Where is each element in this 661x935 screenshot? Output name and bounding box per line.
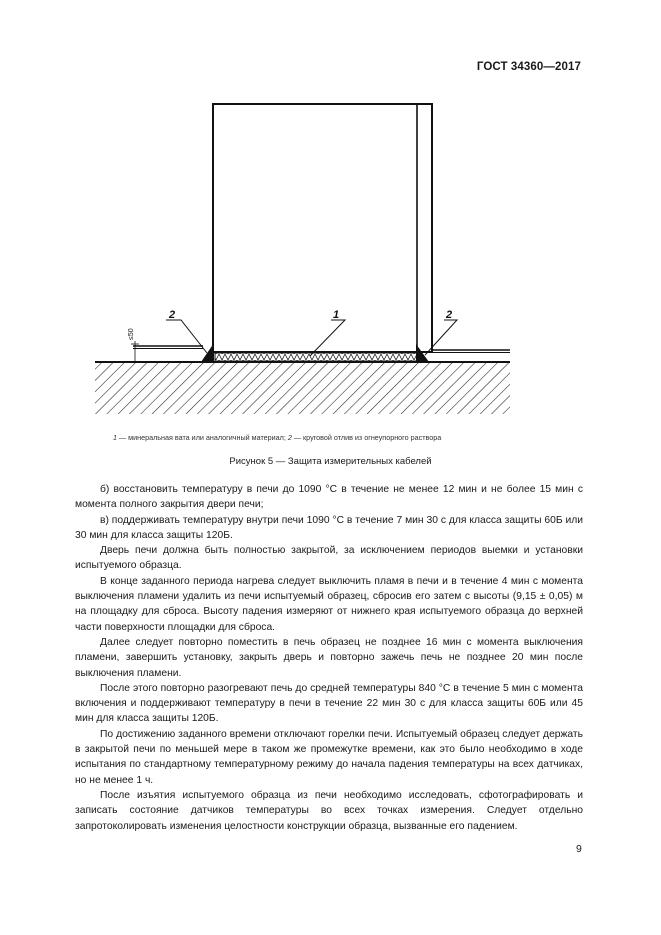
document-code: ГОСТ 34360—2017 <box>476 61 581 73</box>
paragraph: После изъятия испытуемого образца из печи необходимо исследовать, сфотографировать и записать состояние датчиков температуры во всех точках измерения. Следует отдельно запротоколировать изменения целостности конструкции образца, вызванные его падением. <box>75 789 583 832</box>
legend-number-1: 1 <box>113 433 117 442</box>
dimension-label: ≤50 <box>128 328 135 340</box>
legend-text-2: — круговой отлив из огнеупорного раствора <box>291 433 442 442</box>
paragraph: б) восстановить температуру в печи до 1090 °С в течение не менее 12 мин и не более 15 мин с момента полного закрытия двери печи; <box>75 484 583 511</box>
legend-text-1: — минеральная вата или аналогичный материал; <box>117 433 288 442</box>
callout-2-right: 2 <box>446 309 453 321</box>
paragraph: Дверь печи должна быть полностью закрытой, за исключением периодов выемки и установки испытуемого образца. <box>75 545 583 572</box>
legend-number-2: 2 <box>287 433 292 442</box>
paragraph: После этого повторно разогревают печь до средней температуры 840 °С в течение 5 мин с момента включения и поддерживают температуру в печи в течение 22 мин 30 с для класса защиты 60Б или 45 мин для класса защиты 120Б. <box>75 682 583 725</box>
paragraph: По достижению заданного времени отключают горелки печи. Испытуемый образец следует держать в закрытой печи по меньшей мере в таком же промежутке времени, как это было необходимо в ходе испытания по стандартному температурному режиму до начала падения температуры на всех датчиках, но не менее 1 ч. <box>75 728 583 786</box>
figure-legend <box>113 433 441 442</box>
figure-title: Рисунок 5 — Защита измерительных кабелей <box>229 456 432 467</box>
page-number: 9 <box>576 843 582 855</box>
paragraph: в) поддерживать температуру внутри печи 1090 °С в течение 7 мин 30 с для класса защиты 60Б или 30 мин для класса защиты 120Б. <box>75 514 583 541</box>
mineral-wool-layer <box>215 353 417 361</box>
dimension-marker <box>131 341 139 362</box>
cable-protection-figure <box>0 0 661 430</box>
paragraph: Далее следует повторно поместить в печь образец не позднее 16 мин с момента выключения пламени, завершить установку, закрыть дверь и повторно зажечь печь не позднее 20 мин после выключения пламени. <box>75 636 583 679</box>
callout-1: 1 <box>333 309 340 321</box>
floor-hatching <box>95 362 510 414</box>
callout-2-left: 2 <box>169 309 176 321</box>
paragraph: В конце заданного периода нагрева следует выключить пламя в печи и в течение 4 мин с момента выключения пламени удалить из печи испытуемый образец, сбросив его затем с высоты (9,15 ± 0,05) м на площадку для сброса. Высоту падения измеряют от нижнего края испытуемого образца до верхней части поверхности площадки для сброса. <box>75 575 583 633</box>
test-specimen <box>213 104 432 352</box>
body-text <box>75 482 583 834</box>
